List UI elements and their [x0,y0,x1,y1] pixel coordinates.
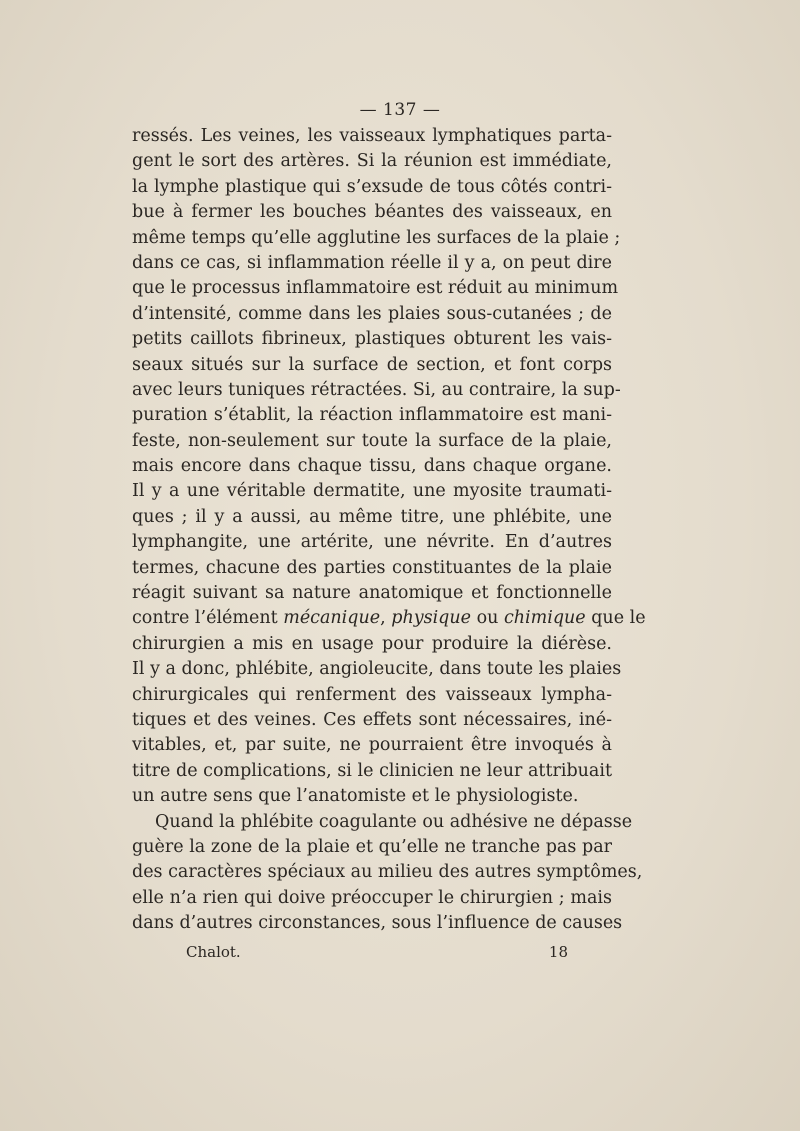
text-line: chirurgicales qui renferment des vaisseaux lympha- [132,684,612,705]
text-line: lymphangite, une artérite, une névrite. En d’autres [132,532,612,553]
text-span: ou [471,608,504,629]
text-line: petits caillots fibrineux, plastiques obturent les vais- [132,329,612,350]
text-line: des caractères spéciaux au milieu des autres symptômes, [132,862,643,883]
text-line: Il y a donc, phlébite, angioleucite, dans toute les plaies [132,659,622,680]
text-line: titre de complications, si le clinicien ne leur attribuait [132,760,612,781]
text-line: feste, non-seulement sur toute la surface de la plaie, [132,430,612,451]
text-line: puration s’établit, la réaction inflammatoire est mani- [132,405,612,426]
italic-term: chimique [503,608,586,629]
text-span: contre l’élément [132,608,284,629]
text-line: termes, chacune des parties constituantes de la plaie [132,557,612,578]
text-line: guère la zone de la plaie et qu’elle ne tranche pas par [132,836,612,857]
text-line: bue à fermer les bouches béantes des vaisseaux, en [132,202,612,223]
text-line: seaux situés sur la surface de section, et font corps [132,354,612,375]
italic-term: physique [391,608,472,629]
paragraph-first-line: Quand la phlébite coagulante ou adhésive ne dépasse [155,811,633,832]
text-line: un autre sens que l’anatomiste et le physiologiste. [132,786,579,807]
text-line: tiques et des veines. Ces effets sont nécessaires, iné- [132,709,612,730]
text-span: que le [585,608,646,629]
text-line: chirurgien a mis en usage pour produire la diérèse. [132,633,612,654]
text-line: avec leurs tuniques rétractées. Si, au contraire, la sup- [132,379,621,400]
text-line: d’intensité, comme dans les plaies sous-cutanées ; de [132,303,612,324]
text-line: même temps qu’elle agglutine les surfaces de la plaie ; [132,227,621,248]
page-number: — 137 — [359,100,441,120]
text-line: ques ; il y a aussi, au même titre, une phlébite, une [132,506,612,527]
text-line: ressés. Les veines, les vaisseaux lymphatiques parta- [132,126,612,146]
text-line: la lymphe plastique qui s’exsude de tous côtés contri- [132,176,612,197]
text-line: que le processus inflammatoire est réduit au minimum [132,278,619,299]
text-line: mais encore dans chaque tissu, dans chaque organe. [132,456,612,477]
text-line: vitables, et, par suite, ne pourraient être invoqués à [132,735,612,756]
sheet-number: 18 [548,943,568,961]
body-text [132,124,646,937]
text-line-with-italics [132,606,646,631]
italic-term: mécanique [283,608,381,629]
text-line: gent le sort des artères. Si la réunion est immédiate, [132,151,612,172]
text-line: Il y a une véritable dermatite, une myosite traumati- [132,481,612,502]
text-line: dans d’autres circonstances, sous l’influence de causes [132,913,623,934]
text-line: dans ce cas, si inflammation réelle il y a, on peut dire [132,252,612,273]
text-line: réagit suivant sa nature anatomique et fonctionnelle [132,583,612,604]
signature-mark: Chalot. [186,943,241,961]
text-span: , [380,608,392,629]
text-line: elle n’a rien qui doive préoccuper le chirurgien ; mais [132,887,612,908]
